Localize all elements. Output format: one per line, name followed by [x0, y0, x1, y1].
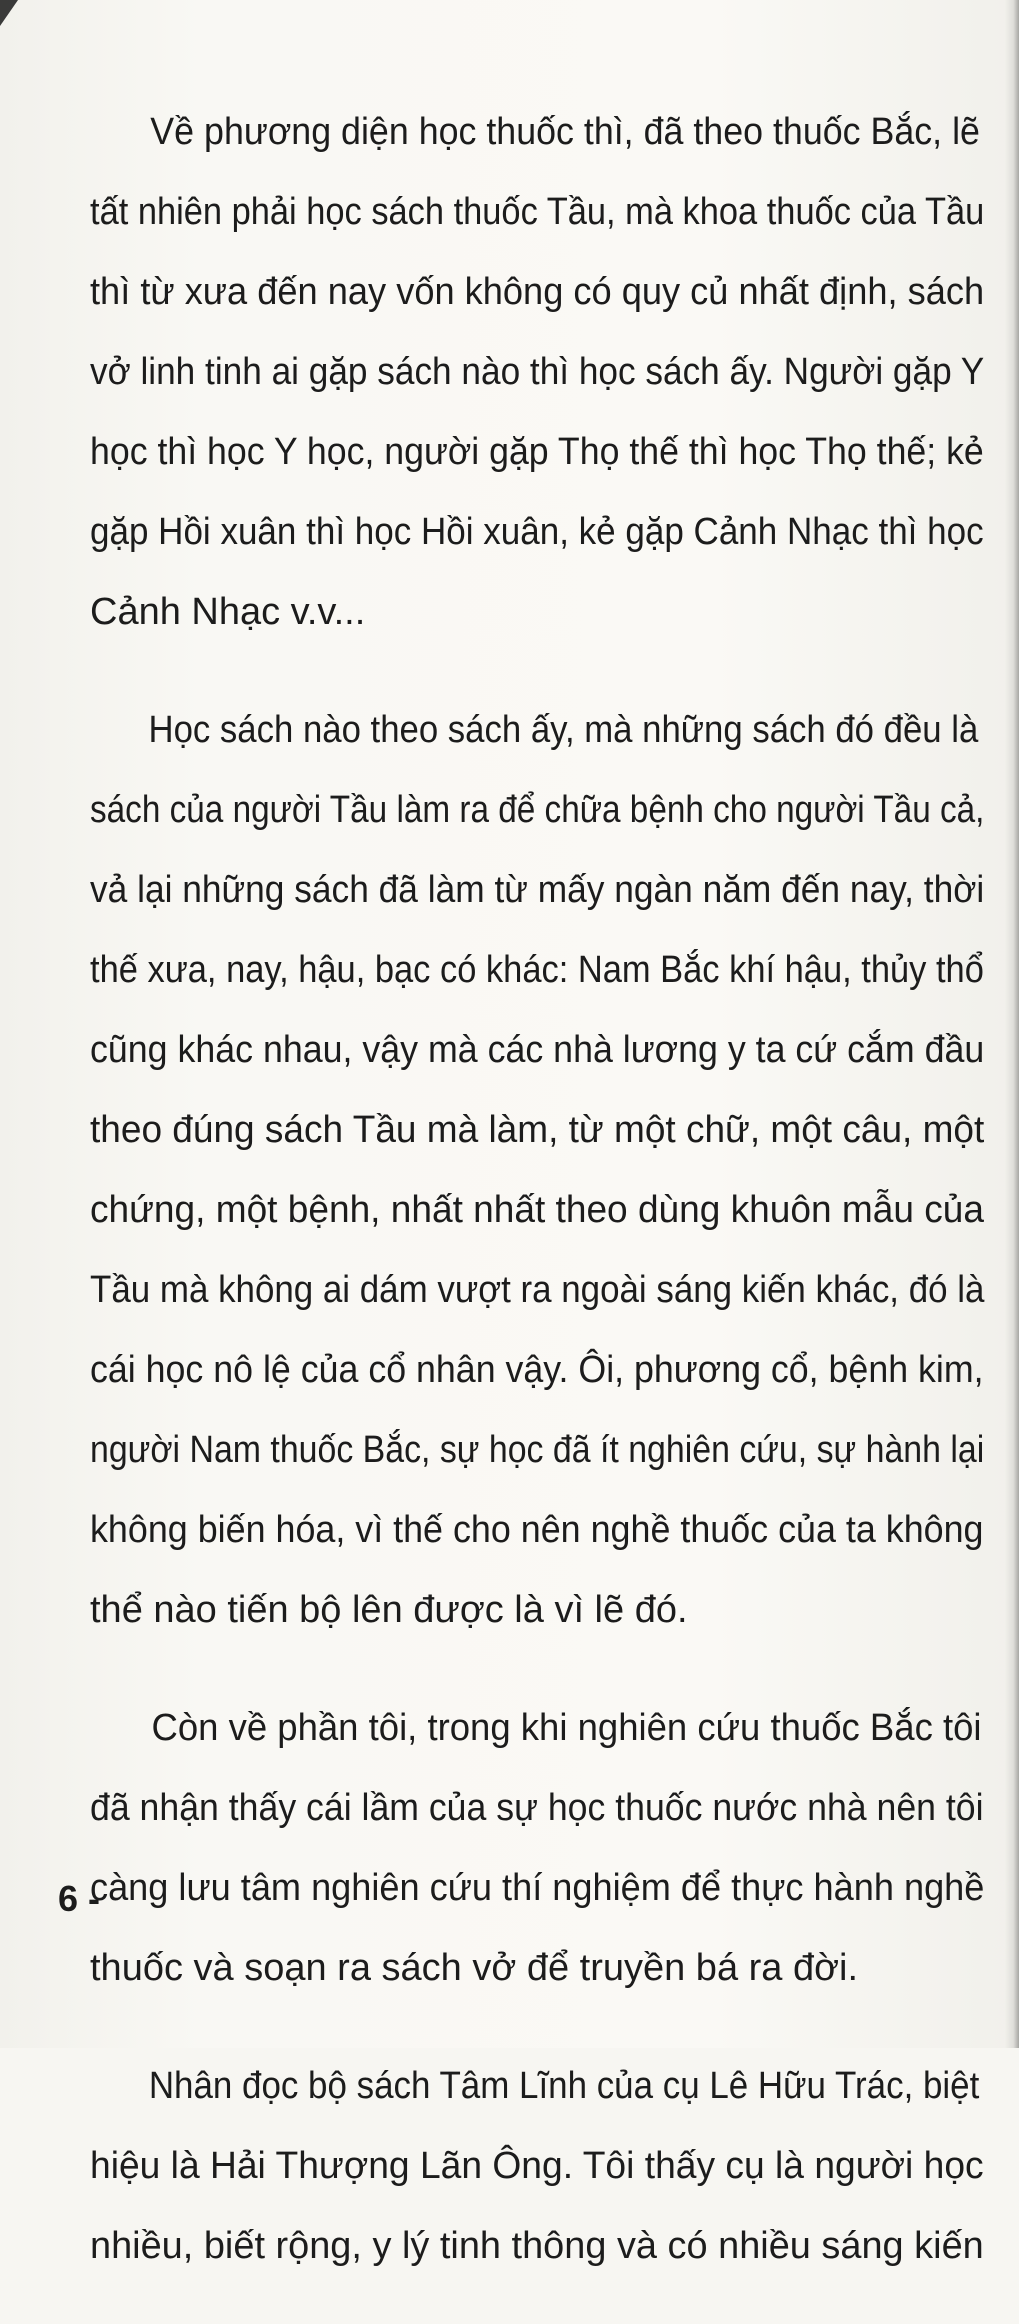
text-line: Còn về phần tôi, trong khi nghiên cứu thuốc Bắc tôi	[151, 1707, 982, 1749]
body-text	[90, 92, 984, 2324]
text-line: gặp Hồi xuân thì học Hồi xuân, kẻ gặp Cảnh Nhạc thì học	[90, 511, 984, 553]
text-line: vở linh tinh ai gặp sách nào thì học sách ấy. Người gặp Y	[90, 351, 985, 393]
text-line: càng lưu tâm nghiên cứu thí nghiệm để thực hành nghề	[90, 1867, 985, 1909]
paragraph-2	[90, 690, 984, 1650]
text-line: sách của người Tầu làm ra để chữa bệnh cho người Tầu cả,	[90, 789, 985, 831]
text-line: người Nam thuốc Bắc, sự học đã ít nghiên cứu, sự hành lại	[90, 1429, 985, 1471]
text-line: không biến hóa, vì thế cho nên nghề thuốc của ta không	[90, 1509, 984, 1551]
text-line: cái học nô lệ của cổ nhân vậy. Ôi, phương cổ, bệnh kim,	[90, 1349, 984, 1391]
text-line: thế xưa, nay, hậu, bạc có khác: Nam Bắc khí hậu, thủy thổ	[90, 949, 984, 991]
page-number: 6 -	[58, 1878, 101, 1919]
text-line: Nhân đọc bộ sách Tâm Lĩnh của cụ Lê Hữu Trác, biệt	[148, 2065, 980, 2107]
text-line: tất nhiên phải học sách thuốc Tầu, mà khoa thuốc của Tầu	[90, 191, 985, 233]
text-line: Cảnh Nhạc v.v...	[90, 591, 366, 633]
text-line: cũng khác nhau, vậy mà các nhà lương y ta cứ cắm đầu	[90, 1029, 985, 1071]
paragraph-1	[90, 92, 984, 652]
text-line: vả lại những sách đã làm từ mấy ngàn năm đến nay, thời	[90, 869, 985, 911]
text-line: đã nhận thấy cái lầm của sự học thuốc nước nhà nên tôi	[90, 1787, 984, 1829]
text-line: chứng, một bệnh, nhất nhất theo dùng khuôn mẫu của	[90, 1189, 984, 1231]
text-line: hiệu là Hải Thượng Lãn Ông. Tôi thấy cụ là người học	[90, 2145, 984, 2187]
page-corner-mark	[0, 0, 18, 26]
text-line: thuốc và soạn ra sách vở để truyền bá ra đời.	[90, 1947, 859, 1989]
text-line: Học sách nào theo sách ấy, mà những sách đó đều là	[148, 709, 979, 751]
text-line: Tầu mà không ai dám vượt ra ngoài sáng kiến khác, đó là	[90, 1269, 985, 1311]
paragraph-4	[90, 2046, 984, 2286]
text-line: nhiều, biết rộng, y lý tinh thông và có nhiều sáng kiến	[90, 2225, 984, 2267]
text-line: thì từ xưa đến nay vốn không có quy củ nhất định, sách	[90, 271, 985, 313]
page-edge-shadow	[1005, 0, 1019, 2048]
text-line: theo đúng sách Tầu mà làm, từ một chữ, một câu, một	[90, 1109, 985, 1151]
text-line: học thì học Y học, người gặp Thọ thế thì học Thọ thế; kẻ	[90, 431, 984, 473]
text-line: Về phương diện học thuốc thì, đã theo thuốc Bắc, lẽ	[150, 111, 980, 153]
text-line: thể nào tiến bộ lên được là vì lẽ đó.	[90, 1589, 688, 1631]
paragraph-3	[90, 1688, 984, 2008]
